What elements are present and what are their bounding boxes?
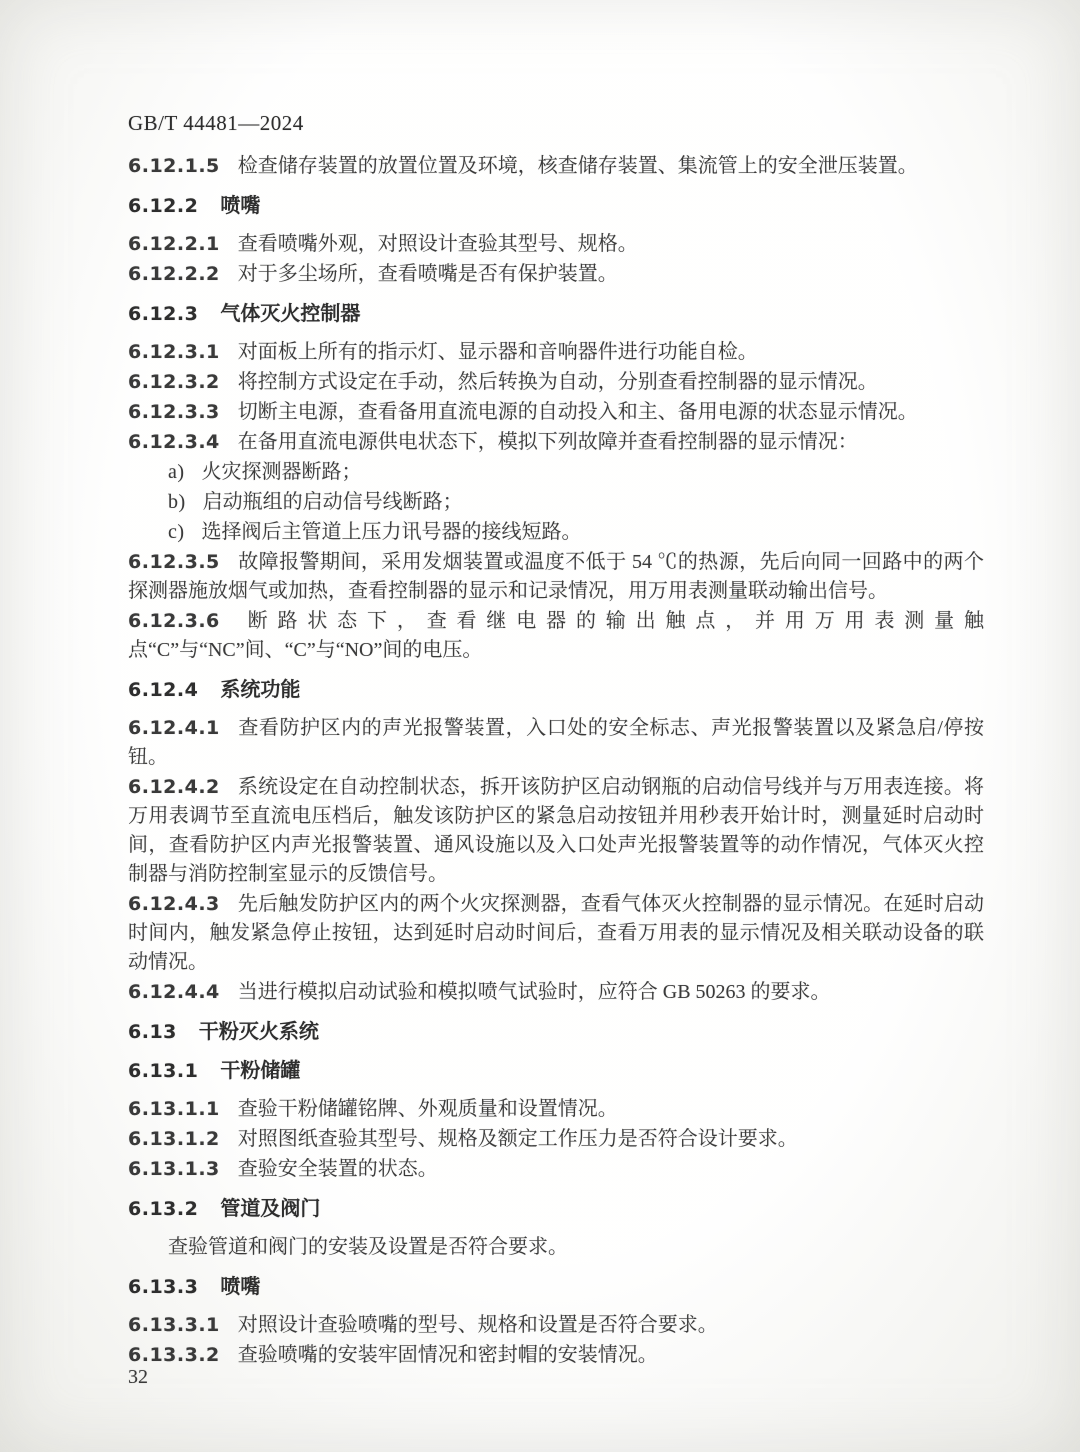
clause-number: 6.12.3.6: [128, 610, 220, 632]
clause-paragraph: [128, 714, 984, 772]
clause-text: 对照设计查验喷嘴的型号、规格和设置是否符合要求。: [237, 1314, 718, 1336]
clause-number: 6.13.3.2: [128, 1344, 220, 1366]
clause-text: 对面板上所有的指示灯、显示器和音响器件进行功能自检。: [237, 341, 758, 363]
section-heading: [128, 191, 984, 220]
section-heading: [128, 1017, 984, 1046]
clause-text: 先后触发防护区内的两个火灾探测器，查看气体灭火控制器的显示情况。在延时启动时间内，触发紧急停止按钮，达到延时启动时间后，查看万用表的显示情况及相关联动设备的联动情况。: [128, 893, 984, 973]
clause-text: 断路状态下，查看继电器的输出触点，并用万用表测量触点“C”与“NC”间、“C”与“NO”间的电压。: [128, 610, 984, 661]
clause-number: 6.12.4.3: [128, 893, 220, 915]
clause-number: 6.12.4: [128, 679, 199, 701]
clause-paragraph: [128, 1155, 984, 1184]
clause-text: 查看防护区内的声光报警装置，入口处的安全标志、声光报警装置以及紧急启/停按钮。: [128, 717, 984, 768]
clause-text: 查看喷嘴外观，对照设计查验其型号、规格。: [237, 233, 638, 255]
clause-number: 6.12.2: [128, 195, 199, 217]
clause-paragraph: [128, 1095, 984, 1124]
clause-text: 切断主电源，查看备用直流电源的自动投入和主、备用电源的状态显示情况。: [237, 401, 918, 423]
clause-number: 6.12.2.1: [128, 233, 220, 255]
clause-number: 6.12.3.5: [128, 551, 220, 573]
clause-paragraph: [128, 260, 984, 289]
clause-number: 6.12.1.5: [128, 155, 220, 177]
clause-text: 对于多尘场所，查看喷嘴是否有保护装置。: [237, 263, 618, 285]
clause-number: 6.13.1.2: [128, 1128, 220, 1150]
clause-number: 6.12.3: [128, 303, 199, 325]
clause-number: 6.13.1.1: [128, 1098, 220, 1120]
clause-paragraph: [128, 338, 984, 367]
list-item: [128, 488, 984, 517]
clause-number: 6.12.3.4: [128, 431, 220, 453]
heading-text: 管道及阀门: [220, 1196, 321, 1220]
section-heading: [128, 1056, 984, 1085]
clause-number: 6.13.1.3: [128, 1158, 220, 1180]
clause-paragraph: [128, 1125, 984, 1154]
clause-text: 查验干粉储罐铭牌、外观质量和设置情况。: [237, 1098, 618, 1120]
heading-text: 系统功能: [220, 677, 301, 701]
standard-number: GB/T 44481—2024: [128, 111, 304, 135]
clause-number: 6.12.4.1: [128, 717, 220, 739]
page-number: 32: [128, 1366, 148, 1388]
clause-number: 6.13.3: [128, 1276, 199, 1298]
clause-number: 6.12.3.1: [128, 341, 220, 363]
list-item: [128, 458, 984, 487]
clause-paragraph: [128, 607, 984, 665]
clause-text: 查验管道和阀门的安装及设置是否符合要求。: [168, 1236, 568, 1258]
clause-paragraph: [128, 1311, 984, 1340]
clause-paragraph: [128, 890, 984, 977]
list-marker: c): [168, 521, 185, 543]
clause-number: 6.12.4.4: [128, 981, 220, 1003]
clause-text: 启动瓶组的启动信号线断路；: [202, 491, 463, 513]
list-item: [128, 518, 984, 547]
clause-paragraph: [128, 368, 984, 397]
heading-text: 气体灭火控制器: [220, 301, 361, 325]
heading-text: 干粉灭火系统: [198, 1019, 319, 1043]
clause-paragraph: [128, 773, 984, 889]
clause-text: 当进行模拟启动试验和模拟喷气试验时，应符合 GB 50263 的要求。: [237, 981, 831, 1003]
section-heading: [128, 299, 984, 328]
clause-text: 查验喷嘴的安装牢固情况和密封帽的安装情况。: [237, 1344, 658, 1366]
clause-number: 6.13.1: [128, 1060, 199, 1082]
heading-text: 喷嘴: [220, 193, 261, 217]
clause-number: 6.12.4.2: [128, 776, 220, 798]
clause-text: 检查储存装置的放置位置及环境，核查储存装置、集流管上的安全泄压装置。: [237, 155, 918, 177]
clause-number: 6.13: [128, 1021, 177, 1043]
clause-text: 对照图纸查验其型号、规格及额定工作压力是否符合设计要求。: [237, 1128, 798, 1150]
heading-text: 干粉储罐: [220, 1058, 301, 1082]
clause-text: 选择阀后主管道上压力讯号器的接线短路。: [201, 521, 582, 543]
indented-paragraph: [128, 1233, 984, 1262]
clause-text: 火灾探测器断路；: [201, 461, 362, 483]
clause-number: 6.12.2.2: [128, 263, 220, 285]
clause-paragraph: [128, 978, 984, 1007]
clause-paragraph: [128, 230, 984, 259]
section-heading: [128, 675, 984, 704]
clause-paragraph: [128, 428, 984, 457]
section-heading: [128, 1272, 984, 1301]
clause-number: 6.12.3.3: [128, 401, 220, 423]
clause-number: 6.13.3.1: [128, 1314, 220, 1336]
list-marker: a): [168, 461, 185, 483]
clause-paragraph: [128, 152, 984, 181]
clause-text: 将控制方式设定在手动，然后转换为自动，分别查看控制器的显示情况。: [237, 371, 878, 393]
heading-text: 喷嘴: [220, 1274, 261, 1298]
clause-paragraph: [128, 548, 984, 606]
clause-text: 在备用直流电源供电状态下，模拟下列故障并查看控制器的显示情况：: [237, 431, 858, 453]
clause-text: 故障报警期间，采用发烟装置或温度不低于 54 ℃的热源，先后向同一回路中的两个探测器施放烟气或加热，查看控制器的显示和记录情况，用万用表测量联动输出信号。: [128, 551, 984, 602]
clause-text: 查验安全装置的状态。: [237, 1158, 438, 1180]
clause-text: 系统设定在自动控制状态，拆开该防护区启动钢瓶的启动信号线并与万用表连接。将万用表调节至直流电压档后，触发该防护区的紧急启动按钮并用秒表开始计时，测量延时启动时间，查看防护区内声光报警装置、通风设施以及入口处声光报警装置等的动作情况，气体灭火控制器与消防控制室显示的反馈信号。: [128, 776, 984, 885]
clause-paragraph: [128, 1341, 984, 1370]
clause-number: 6.12.3.2: [128, 371, 220, 393]
list-marker: b): [168, 491, 186, 513]
section-heading: [128, 1194, 984, 1223]
clause-number: 6.13.2: [128, 1198, 199, 1220]
clause-blocks: [128, 152, 984, 1370]
clause-paragraph: [128, 398, 984, 427]
